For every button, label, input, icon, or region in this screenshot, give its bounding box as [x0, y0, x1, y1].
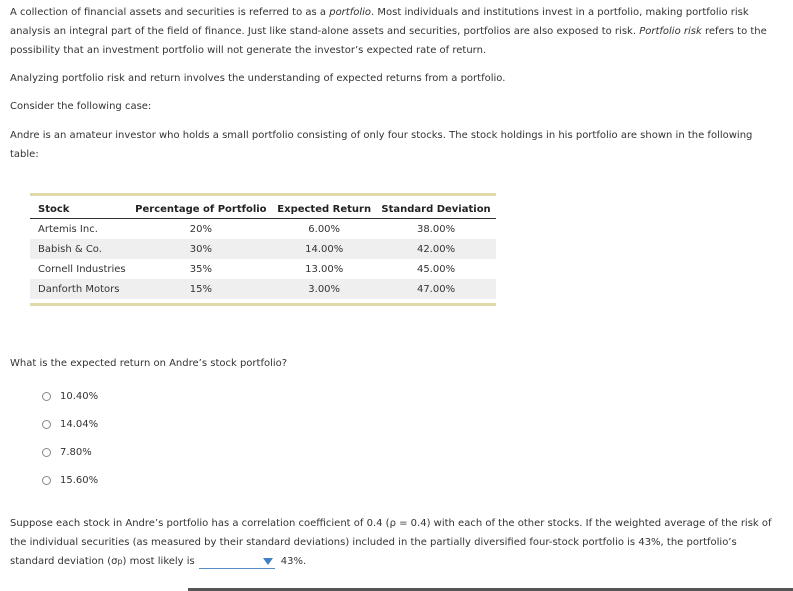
expected-return-cell: 13.00%	[305, 263, 344, 275]
intro-text-2: . Most individuals and institutions invest in a portfolio, making portfolio risk analysis an integral part of the field of finance. Just like stand-alone assets and securities, portfolios are also exposed to risk.	[10, 7, 749, 37]
radio-button[interactable]	[42, 448, 51, 457]
dropdown-arrow-icon[interactable]	[263, 558, 273, 565]
question-text-pre: standard deviation (	[10, 556, 112, 567]
portfolio-table-container	[30, 193, 496, 306]
table-header-row	[30, 200, 496, 219]
portfolio-risk-question-line	[10, 552, 306, 571]
answer-label: 10.40%	[60, 390, 99, 402]
answer-option-1[interactable]	[42, 389, 98, 403]
standard-deviation-cell: 47.00%	[376, 279, 496, 299]
table-row	[30, 219, 496, 240]
percentage-cell: 20%	[189, 223, 212, 235]
stock-name: Danforth Motors	[30, 279, 129, 299]
table-row	[30, 239, 496, 259]
intro-text-1: A collection of financial assets and securities is referred to as a	[10, 7, 330, 18]
standard-deviation-dropdown[interactable]	[199, 555, 275, 569]
portfolio-table	[30, 200, 496, 299]
answer-option-4[interactable]	[42, 473, 98, 487]
case-paragraph: Andre is an amateur investor who holds a small portfolio consisting of only four stocks. The stock holdings in his portfolio are shown in the following table:	[10, 130, 753, 160]
header-standard-deviation: Standard Deviation	[376, 200, 496, 219]
intro-paragraph	[10, 3, 780, 60]
percentage-cell: 35%	[189, 263, 212, 275]
radio-button[interactable]	[42, 420, 51, 429]
expected-return-cell: 14.00%	[272, 239, 376, 259]
answer-option-3[interactable]	[42, 445, 92, 459]
standard-deviation-cell: 38.00%	[416, 223, 456, 235]
answer-label: 7.80%	[60, 446, 92, 458]
answer-label: 15.60%	[60, 474, 99, 486]
percentage-cell: 15%	[129, 279, 272, 299]
expected-return-cell: 3.00%	[272, 279, 376, 299]
header-stock: Stock	[30, 200, 129, 219]
comparison-value: 43%.	[280, 556, 307, 567]
header-expected-return: Expected Return	[272, 200, 376, 219]
standard-deviation-cell: 45.00%	[416, 263, 456, 275]
intro-text-3: refers to the possibility that an investment portfolio will not generate the investor’s expected rate of return.	[10, 26, 767, 56]
header-percentage: Percentage of Portfolio	[129, 200, 272, 219]
stock-name: Babish & Co.	[30, 239, 129, 259]
consider-paragraph: Consider the following case:	[10, 101, 152, 112]
percentage-cell: 30%	[129, 239, 272, 259]
expected-return-cell: 6.00%	[308, 223, 341, 235]
radio-button[interactable]	[42, 392, 51, 401]
question-text-post: ) most likely is	[122, 556, 195, 567]
portfolio-term: portfolio	[329, 7, 372, 18]
standard-deviation-cell: 42.00%	[376, 239, 496, 259]
answer-option-2[interactable]	[42, 417, 98, 431]
stock-name: Artemis Inc.	[38, 223, 98, 235]
analyzing-paragraph: Analyzing portfolio risk and return involves the understanding of expected returns from a portfolio.	[10, 73, 506, 84]
table-row	[30, 279, 496, 299]
sigma-subscript: p	[117, 557, 123, 566]
sigma-symbol: σ	[111, 556, 118, 567]
portfolio-risk-term: Portfolio risk	[639, 26, 702, 37]
answer-label: 14.04%	[60, 418, 99, 430]
radio-button[interactable]	[42, 476, 51, 485]
expected-return-question: What is the expected return on Andre’s stock portfolio?	[10, 358, 288, 369]
stock-name: Cornell Industries	[38, 263, 126, 275]
portfolio-risk-question: Suppose each stock in Andre’s portfolio has a correlation coefficient of 0.4 (ρ = 0.4) with each of the other stocks. If the weighted average of the risk of the individual securities (as measured by their standard deviations) included in the partially diversified four-stock portfolio is 43%, the portfolio’s	[10, 518, 772, 548]
table-row	[30, 259, 496, 279]
